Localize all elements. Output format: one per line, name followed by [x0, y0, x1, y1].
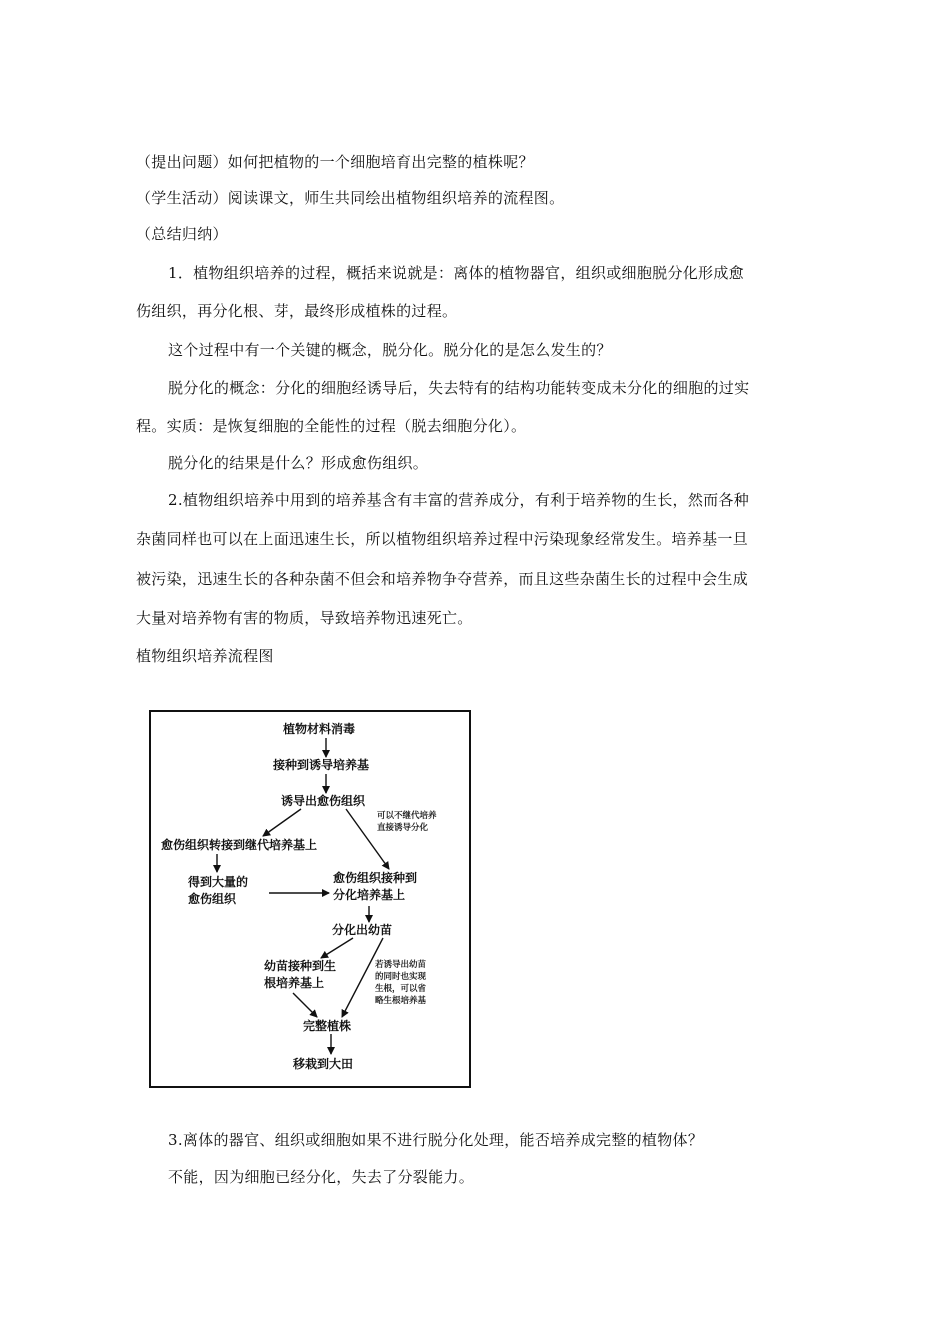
paragraph-definition-line2: 程。实质：是恢复细胞的全能性的过程（脱去细胞分化）。 — [136, 417, 527, 435]
paragraph-process-line2: 伤组织，再分化根、芽，最终形成植株的过程。 — [136, 302, 458, 320]
paragraph-answer-3: 不能，因为细胞已经分化，失去了分裂能力。 — [168, 1168, 475, 1186]
flow-note-skip-subculture-line1: 可以不继代培养 — [377, 811, 437, 821]
paragraph-process-line1: 1．植物组织培养的过程，概括来说就是：离体的植物器官，组织或细胞脱分化形成愈 — [168, 264, 744, 282]
flow-note-skip-rooting — [375, 959, 426, 1007]
paragraph-contamination-line2: 杂菌同样也可以在上面迅速生长，所以植物组织培养过程中污染现象经常发生。培养基一旦 — [136, 530, 749, 548]
flow-node-rooting-medium-line2: 根培养基上 — [264, 976, 325, 990]
paragraph-summary-heading: （总结归纳） — [136, 225, 228, 243]
flow-node-rooting-medium — [264, 958, 354, 992]
flow-node-differentiation-medium-line2: 分化培养基上 — [333, 888, 406, 902]
paragraph-contamination-line3: 被污染，迅速生长的各种杂菌不但会和培养物争夺营养，而且这些杂菌生长的过程中会生成 — [136, 570, 749, 588]
flow-node-inoculate-induction: 接种到诱导培养基 — [273, 758, 370, 772]
paragraph-result: 脱分化的结果是什么？形成愈伤组织。 — [168, 454, 429, 472]
flow-node-seedlings: 分化出幼苗 — [332, 923, 393, 937]
paragraph-contamination-line4: 大量对培养物有害的物质，导致培养物迅速死亡。 — [136, 609, 473, 627]
flow-note-skip-rooting-line3: 生根，可以省 — [375, 984, 427, 994]
flow-node-induce-callus: 诱导出愈伤组织 — [281, 794, 366, 808]
paragraph-question: （提出问题）如何把植物的一个细胞培育出完整的植株呢？ — [136, 153, 534, 171]
flow-node-differentiation-medium — [333, 870, 443, 904]
flow-note-skip-subculture — [377, 810, 437, 834]
figure-caption: 植物组织培养流程图 — [136, 647, 274, 665]
flow-node-much-callus — [188, 874, 272, 908]
flow-node-transplant: 移栽到大田 — [293, 1057, 354, 1071]
flow-note-skip-subculture-line2: 直接诱导分化 — [377, 823, 429, 833]
flowchart-figure — [149, 710, 471, 1088]
paragraph-activity: （学生活动）阅读课文，师生共同绘出植物组织培养的流程图。 — [136, 189, 565, 207]
flow-node-differentiation-medium-line1: 愈伤组织接种到 — [333, 871, 418, 885]
flow-node-subculture: 愈伤组织转接到继代培养基上 — [161, 838, 318, 852]
paragraph-definition-line1: 脱分化的概念：分化的细胞经诱导后，失去特有的结构功能转变成未分化的细胞的过实 — [168, 379, 750, 397]
flow-node-much-callus-line1: 得到大量的 — [188, 875, 249, 889]
paragraph-question-3: 3.离体的器官、组织或细胞如果不进行脱分化处理，能否培养成完整的植物体？ — [168, 1131, 704, 1149]
flow-node-rooting-medium-line1: 幼苗接种到生 — [264, 959, 337, 973]
arrow-n7-n8 — [321, 938, 353, 958]
arrow-n3-n4 — [263, 809, 301, 836]
flow-node-disinfect: 植物材料消毒 — [283, 722, 356, 736]
flow-note-skip-rooting-line4: 略生根培养基 — [375, 996, 427, 1006]
paragraph-key-concept: 这个过程中有一个关键的概念，脱分化。脱分化的是怎么发生的？ — [168, 341, 612, 359]
flow-note-skip-rooting-line1: 若诱导出幼苗 — [375, 960, 427, 970]
flow-node-whole-plant: 完整植株 — [303, 1019, 352, 1033]
paragraph-contamination-line1: 2.植物组织培养中用到的培养基含有丰富的营养成分，有利于培养物的生长，然而各种 — [168, 491, 750, 509]
flow-node-much-callus-line2: 愈伤组织 — [188, 892, 237, 906]
arrow-n8-n9 — [293, 993, 317, 1017]
flow-note-skip-rooting-line2: 的同时也实现 — [375, 972, 427, 982]
